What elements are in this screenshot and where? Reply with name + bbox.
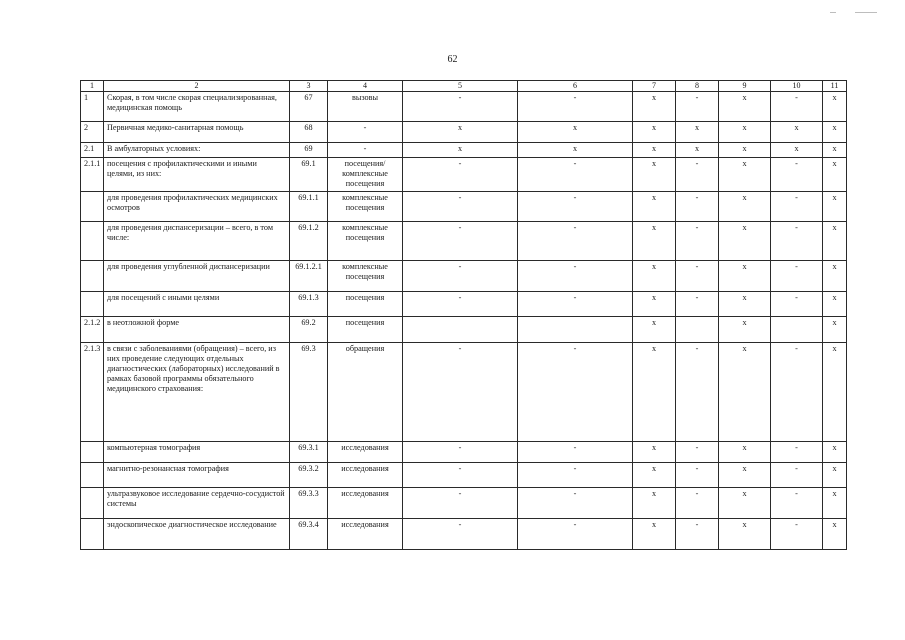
value-cell-col-9: х xyxy=(719,442,771,463)
indicator-name-cell: Скорая, в том числе скорая специализированная, медицинская помощь xyxy=(104,92,290,122)
value-cell-col-5: - xyxy=(403,261,518,292)
table-row xyxy=(81,92,847,122)
unit-cell: вызовы xyxy=(328,92,403,122)
unit-cell: исследования xyxy=(328,442,403,463)
value-cell-col-5: - xyxy=(403,463,518,488)
row-number-cell xyxy=(81,463,104,488)
value-cell-col-8: х xyxy=(676,143,719,158)
value-cell-col-10: - xyxy=(771,192,823,222)
line-code-cell: 67 xyxy=(290,92,328,122)
value-cell-col-9: х xyxy=(719,488,771,519)
value-cell-col-10: - xyxy=(771,519,823,550)
value-cell-col-7: х xyxy=(633,317,676,343)
value-cell-col-7: х xyxy=(633,343,676,442)
value-cell-col-7: х xyxy=(633,442,676,463)
unit-cell: посещения xyxy=(328,317,403,343)
indicator-name-cell: В амбулаторных условиях: xyxy=(104,143,290,158)
value-cell-col-11: х xyxy=(823,261,847,292)
unit-cell: исследования xyxy=(328,463,403,488)
value-cell-col-10: - xyxy=(771,292,823,317)
value-cell-col-8: - xyxy=(676,92,719,122)
doc-table xyxy=(80,80,847,550)
page-number: 62 xyxy=(447,54,458,65)
table-row xyxy=(81,261,847,292)
value-cell-col-5: - xyxy=(403,292,518,317)
table-row xyxy=(81,488,847,519)
value-cell-col-8: - xyxy=(676,292,719,317)
scan-mark xyxy=(855,12,877,13)
table-row xyxy=(81,317,847,343)
indicator-name-cell: Первичная медико-санитарная помощь xyxy=(104,122,290,143)
value-cell-col-10: - xyxy=(771,158,823,192)
table-body xyxy=(81,81,847,550)
value-cell-col-7: х xyxy=(633,463,676,488)
value-cell-col-10 xyxy=(771,317,823,343)
value-cell-col-10: - xyxy=(771,261,823,292)
row-number-cell xyxy=(81,261,104,292)
value-cell-col-7: х xyxy=(633,143,676,158)
scan-mark xyxy=(830,12,836,13)
value-cell-col-5: - xyxy=(403,92,518,122)
value-cell-col-5 xyxy=(403,317,518,343)
value-cell-col-9: х xyxy=(719,222,771,261)
value-cell-col-5: - xyxy=(403,222,518,261)
value-cell-col-10: - xyxy=(771,442,823,463)
indicator-name-cell: компьютерная томография xyxy=(104,442,290,463)
value-cell-col-9: х xyxy=(719,143,771,158)
header-cell-col-8: 8 xyxy=(676,81,719,92)
value-cell-col-5: х xyxy=(403,143,518,158)
value-cell-col-9: х xyxy=(719,317,771,343)
unit-cell: посещения xyxy=(328,292,403,317)
value-cell-col-6: х xyxy=(518,143,633,158)
value-cell-col-11: х xyxy=(823,317,847,343)
line-code-cell: 68 xyxy=(290,122,328,143)
row-number-cell: 2.1 xyxy=(81,143,104,158)
indicator-name-cell: ультразвуковое исследование сердечно-сосудистой системы xyxy=(104,488,290,519)
line-code-cell: 69.1.2.1 xyxy=(290,261,328,292)
value-cell-col-10: - xyxy=(771,92,823,122)
value-cell-col-6: - xyxy=(518,442,633,463)
indicator-name-cell: для проведения углубленной диспансеризации xyxy=(104,261,290,292)
row-number-cell xyxy=(81,519,104,550)
table-row xyxy=(81,442,847,463)
row-number-cell xyxy=(81,292,104,317)
value-cell-col-11: х xyxy=(823,158,847,192)
unit-cell: - xyxy=(328,122,403,143)
value-cell-col-11: х xyxy=(823,442,847,463)
value-cell-col-8 xyxy=(676,317,719,343)
value-cell-col-11: х xyxy=(823,192,847,222)
value-cell-col-7: х xyxy=(633,519,676,550)
value-cell-col-7: х xyxy=(633,292,676,317)
value-cell-col-5: - xyxy=(403,442,518,463)
value-cell-col-11: х xyxy=(823,143,847,158)
value-cell-col-11: х xyxy=(823,292,847,317)
value-cell-col-6: - xyxy=(518,92,633,122)
value-cell-col-8: х xyxy=(676,122,719,143)
value-cell-col-6: - xyxy=(518,222,633,261)
row-number-cell: 2.1.2 xyxy=(81,317,104,343)
line-code-cell: 69.1.2 xyxy=(290,222,328,261)
value-cell-col-6 xyxy=(518,317,633,343)
table-row xyxy=(81,222,847,261)
line-code-cell: 69.2 xyxy=(290,317,328,343)
value-cell-col-6: - xyxy=(518,261,633,292)
unit-cell: посещения/ комплексные посещения xyxy=(328,158,403,192)
value-cell-col-7: х xyxy=(633,192,676,222)
value-cell-col-9: х xyxy=(719,158,771,192)
line-code-cell: 69.3 xyxy=(290,343,328,442)
header-cell-col-3: 3 xyxy=(290,81,328,92)
value-cell-col-6: - xyxy=(518,343,633,442)
line-code-cell: 69.1.3 xyxy=(290,292,328,317)
row-number-cell: 2.1.3 xyxy=(81,343,104,442)
table-row xyxy=(81,192,847,222)
line-code-cell: 69.3.2 xyxy=(290,463,328,488)
value-cell-col-11: х xyxy=(823,92,847,122)
value-cell-col-11: х xyxy=(823,519,847,550)
unit-cell: исследования xyxy=(328,519,403,550)
value-cell-col-7: х xyxy=(633,158,676,192)
value-cell-col-8: - xyxy=(676,488,719,519)
value-cell-col-9: х xyxy=(719,519,771,550)
value-cell-col-8: - xyxy=(676,222,719,261)
value-cell-col-10: х xyxy=(771,122,823,143)
value-cell-col-6: - xyxy=(518,192,633,222)
value-cell-col-6: - xyxy=(518,463,633,488)
header-cell-col-7: 7 xyxy=(633,81,676,92)
value-cell-col-6: - xyxy=(518,488,633,519)
header-cell-col-9: 9 xyxy=(719,81,771,92)
indicator-name-cell: эндоскопическое диагностическое исследование xyxy=(104,519,290,550)
value-cell-col-6: - xyxy=(518,292,633,317)
table-row xyxy=(81,519,847,550)
value-cell-col-5: - xyxy=(403,488,518,519)
header-cell-col-1: 1 xyxy=(81,81,104,92)
indicator-name-cell: посещения с профилактическими и иными целями, из них: xyxy=(104,158,290,192)
header-cell-col-5: 5 xyxy=(403,81,518,92)
row-number-cell: 2.1.1 xyxy=(81,158,104,192)
row-number-cell xyxy=(81,488,104,519)
indicator-name-cell: для посещений с иными целями xyxy=(104,292,290,317)
value-cell-col-11: х xyxy=(823,343,847,442)
value-cell-col-9: х xyxy=(719,192,771,222)
value-cell-col-8: - xyxy=(676,158,719,192)
line-code-cell: 69.1 xyxy=(290,158,328,192)
value-cell-col-5: - xyxy=(403,158,518,192)
value-cell-col-9: х xyxy=(719,292,771,317)
unit-cell: - xyxy=(328,143,403,158)
row-number-cell: 1 xyxy=(81,92,104,122)
value-cell-col-9: х xyxy=(719,261,771,292)
value-cell-col-5: - xyxy=(403,343,518,442)
line-code-cell: 69.3.3 xyxy=(290,488,328,519)
table-row xyxy=(81,343,847,442)
unit-cell: комплексные посещения xyxy=(328,192,403,222)
header-row xyxy=(81,81,847,92)
value-cell-col-11: х xyxy=(823,463,847,488)
unit-cell: комплексные посещения xyxy=(328,222,403,261)
value-cell-col-10: - xyxy=(771,343,823,442)
value-cell-col-8: - xyxy=(676,192,719,222)
row-number-cell xyxy=(81,222,104,261)
value-cell-col-11: х xyxy=(823,222,847,261)
line-code-cell: 69.1.1 xyxy=(290,192,328,222)
value-cell-col-11: х xyxy=(823,488,847,519)
table-row xyxy=(81,292,847,317)
value-cell-col-9: х xyxy=(719,122,771,143)
value-cell-col-10: - xyxy=(771,222,823,261)
value-cell-col-8: - xyxy=(676,519,719,550)
line-code-cell: 69 xyxy=(290,143,328,158)
value-cell-col-11: х xyxy=(823,122,847,143)
value-cell-col-9: х xyxy=(719,343,771,442)
value-cell-col-9: х xyxy=(719,463,771,488)
header-cell-col-2: 2 xyxy=(104,81,290,92)
header-cell-col-11: 11 xyxy=(823,81,847,92)
indicator-name-cell: в неотложной форме xyxy=(104,317,290,343)
header-cell-col-10: 10 xyxy=(771,81,823,92)
value-cell-col-6: - xyxy=(518,158,633,192)
indicator-name-cell: для проведения профилактических медицинских осмотров xyxy=(104,192,290,222)
row-number-cell xyxy=(81,192,104,222)
table-row xyxy=(81,463,847,488)
value-cell-col-7: х xyxy=(633,261,676,292)
value-cell-col-8: - xyxy=(676,261,719,292)
line-code-cell: 69.3.1 xyxy=(290,442,328,463)
value-cell-col-10: - xyxy=(771,463,823,488)
indicator-name-cell: для проведения диспансеризации – всего, в том числе: xyxy=(104,222,290,261)
table-row xyxy=(81,122,847,143)
value-cell-col-5: х xyxy=(403,122,518,143)
value-cell-col-6: х xyxy=(518,122,633,143)
line-code-cell: 69.3.4 xyxy=(290,519,328,550)
header-cell-col-4: 4 xyxy=(328,81,403,92)
value-cell-col-10: х xyxy=(771,143,823,158)
value-cell-col-5: - xyxy=(403,519,518,550)
header-cell-col-6: 6 xyxy=(518,81,633,92)
value-cell-col-10: - xyxy=(771,488,823,519)
indicator-name-cell: в связи с заболеваниями (обращения) – всего, из них проведение следующих отдельных диагностических (лабораторных) исследований в рамках базовой программы обязательного медицинского страхования: xyxy=(104,343,290,442)
indicator-name-cell: магнитно-резонансная томография xyxy=(104,463,290,488)
value-cell-col-7: х xyxy=(633,222,676,261)
value-cell-col-7: х xyxy=(633,488,676,519)
value-cell-col-9: х xyxy=(719,92,771,122)
table-row xyxy=(81,158,847,192)
value-cell-col-8: - xyxy=(676,442,719,463)
value-cell-col-6: - xyxy=(518,519,633,550)
unit-cell: обращения xyxy=(328,343,403,442)
value-cell-col-8: - xyxy=(676,463,719,488)
value-cell-col-7: х xyxy=(633,122,676,143)
row-number-cell: 2 xyxy=(81,122,104,143)
unit-cell: комплексные посещения xyxy=(328,261,403,292)
value-cell-col-7: х xyxy=(633,92,676,122)
unit-cell: исследования xyxy=(328,488,403,519)
row-number-cell xyxy=(81,442,104,463)
value-cell-col-5: - xyxy=(403,192,518,222)
table-row xyxy=(81,143,847,158)
value-cell-col-8: - xyxy=(676,343,719,442)
